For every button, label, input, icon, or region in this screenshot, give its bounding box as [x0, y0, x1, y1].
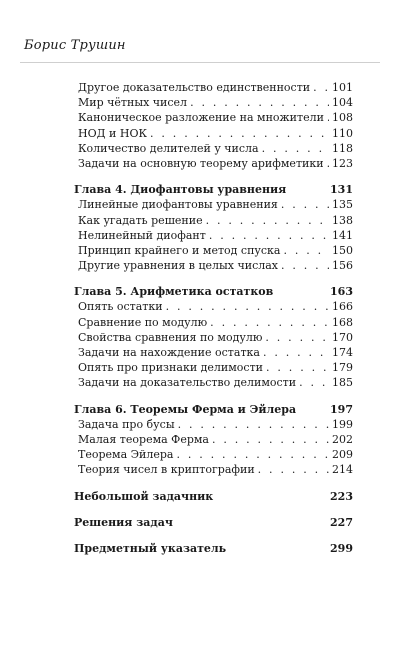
- leader-dots: [150, 126, 329, 141]
- toc-entry[interactable]: [74, 80, 353, 95]
- toc-entry[interactable]: [74, 126, 353, 141]
- toc-entry[interactable]: [74, 228, 353, 243]
- leader-dots: [210, 315, 329, 330]
- section-spacer: [74, 478, 353, 489]
- toc-entry[interactable]: [74, 156, 353, 171]
- toc-entry-page: 104: [332, 96, 353, 110]
- chapter-page: 163: [330, 285, 353, 299]
- leader-dots: [266, 360, 329, 375]
- leader-dots: [166, 299, 329, 314]
- toc-entry[interactable]: [74, 141, 353, 156]
- leader-dots: [313, 80, 329, 95]
- toc-entry-page: 118: [332, 141, 353, 155]
- toc-entry-title: Как угадать решение: [78, 213, 203, 227]
- back-matter-title: Решения задач: [74, 515, 173, 529]
- toc-entry-title: Каноническое разложение на множители: [78, 111, 324, 125]
- back-matter-title: Предметный указатель: [74, 541, 227, 555]
- section-spacer: [74, 171, 353, 182]
- chapter-page: 197: [330, 402, 353, 416]
- toc-entry-title: Количество делителей у числа: [78, 141, 259, 155]
- toc-back-matter-solutions[interactable]: [74, 515, 353, 530]
- toc-entry-page: 138: [332, 213, 353, 227]
- toc-entry-title: Задачи на доказательство делимости: [78, 376, 297, 390]
- toc-entry[interactable]: [74, 345, 353, 360]
- chapter-title: Глава 5. Арифметика остатков: [74, 285, 274, 299]
- leader-dots: [209, 228, 329, 243]
- toc-entry-page: 170: [332, 330, 353, 344]
- toc-entry-page: 150: [332, 243, 353, 257]
- toc-entry-page: 179: [332, 361, 353, 375]
- toc-entry[interactable]: [74, 299, 353, 314]
- leader-dots: [327, 156, 329, 171]
- back-matter-page: 299: [330, 541, 353, 555]
- toc-entry-title: Теорема Эйлера: [78, 448, 174, 462]
- toc-entry[interactable]: [74, 330, 353, 345]
- leader-dots: [262, 141, 329, 156]
- toc-entry-title: Задача про бусы: [78, 417, 175, 431]
- chapter-page: 131: [330, 183, 353, 197]
- toc-entry-title: Малая теорема Ферма: [78, 432, 209, 446]
- leader-dots: [258, 462, 329, 477]
- toc-entry-page: 202: [332, 432, 353, 446]
- toc-entry[interactable]: [74, 447, 353, 462]
- toc-entry-page: 110: [332, 126, 353, 140]
- section-spacer: [74, 530, 353, 541]
- chapter-title: Глава 4. Диофантовы уравнения: [74, 183, 287, 197]
- leader-dots: [212, 432, 329, 447]
- toc-entry[interactable]: [74, 258, 353, 273]
- toc-entry-title: Сравнение по модулю: [78, 315, 208, 329]
- toc-entry-title: НОД и НОК: [78, 126, 148, 140]
- toc-entry[interactable]: [74, 360, 353, 375]
- table-of-contents: [74, 80, 353, 556]
- leader-dots: [176, 447, 329, 462]
- section-spacer: [74, 391, 353, 402]
- toc-entry-page: 199: [332, 417, 353, 431]
- toc-entry[interactable]: [74, 95, 353, 110]
- leader-dots: [265, 330, 329, 345]
- leader-dots: [190, 95, 329, 110]
- leader-dots: [284, 243, 330, 258]
- toc-entry-page: 209: [332, 448, 353, 462]
- toc-entry-title: Опять про признаки делимости: [78, 361, 264, 375]
- toc-entry-page: 101: [332, 81, 353, 94]
- leader-dots: [299, 375, 329, 390]
- toc-entry-page: 168: [332, 315, 353, 329]
- toc-entry-page: 214: [332, 463, 353, 477]
- toc-entry-page: 185: [332, 376, 353, 390]
- toc-entry[interactable]: [74, 213, 353, 228]
- toc-entry-title: Линейные диофантовы уравнения: [78, 198, 278, 212]
- leader-dots: [178, 417, 329, 432]
- toc-back-matter-problems[interactable]: [74, 489, 353, 504]
- back-matter-page: 227: [330, 515, 353, 529]
- toc-entry-page: 108: [332, 111, 353, 125]
- leader-dots: [281, 258, 329, 273]
- running-head-author: Борис Трушин: [24, 38, 126, 53]
- toc-entry[interactable]: [74, 110, 353, 125]
- toc-back-matter-index[interactable]: [74, 541, 353, 556]
- toc-entry[interactable]: [74, 315, 353, 330]
- toc-entry-page: 141: [332, 228, 353, 242]
- toc-entry-title: Другие уравнения в целых числах: [78, 259, 278, 273]
- toc-entry[interactable]: [74, 375, 353, 390]
- chapter-title: Глава 6. Теоремы Ферма и Эйлера: [74, 402, 297, 416]
- toc-chapter-6[interactable]: [74, 402, 353, 417]
- toc-entry-title: Свойства сравнения по модулю: [78, 330, 263, 344]
- toc-entry-page: 156: [332, 259, 353, 273]
- header-rule: [20, 62, 380, 63]
- section-spacer: [74, 504, 353, 515]
- leader-dots: [327, 110, 329, 125]
- leader-dots: [263, 345, 329, 360]
- toc-entry-page: 174: [332, 346, 353, 359]
- back-matter-title: Небольшой задачник: [74, 489, 214, 503]
- toc-entry-page: 135: [332, 198, 353, 212]
- toc-entry-title: Принцип крайнего и метод спуска: [78, 243, 281, 257]
- toc-entry-title: Другое доказательство единственности: [78, 81, 311, 94]
- toc-entry-title: Нелинейный диофант: [78, 228, 206, 242]
- toc-entry[interactable]: [74, 243, 353, 258]
- toc-entry[interactable]: [74, 462, 353, 477]
- toc-chapter-4[interactable]: [74, 182, 353, 197]
- leader-dots: [281, 197, 329, 212]
- toc-entry[interactable]: [74, 432, 353, 447]
- toc-entry-title: Теория чисел в криптографии: [78, 463, 255, 477]
- back-matter-page: 223: [330, 489, 353, 503]
- toc-entry-title: Задачи на основную теорему арифметики: [78, 156, 324, 170]
- leader-dots: [206, 213, 329, 228]
- toc-entry-page: 166: [332, 300, 353, 314]
- toc-entry-title: Опять остатки: [78, 300, 163, 314]
- toc-entry-title: Мир чётных чисел: [78, 96, 188, 110]
- toc-entry-title: Задачи на нахождение остатка: [78, 346, 260, 359]
- toc-entry[interactable]: [74, 417, 353, 432]
- toc-entry[interactable]: [74, 197, 353, 212]
- toc-chapter-5[interactable]: [74, 284, 353, 299]
- toc-entry-page: 123: [332, 156, 353, 170]
- section-spacer: [74, 273, 353, 284]
